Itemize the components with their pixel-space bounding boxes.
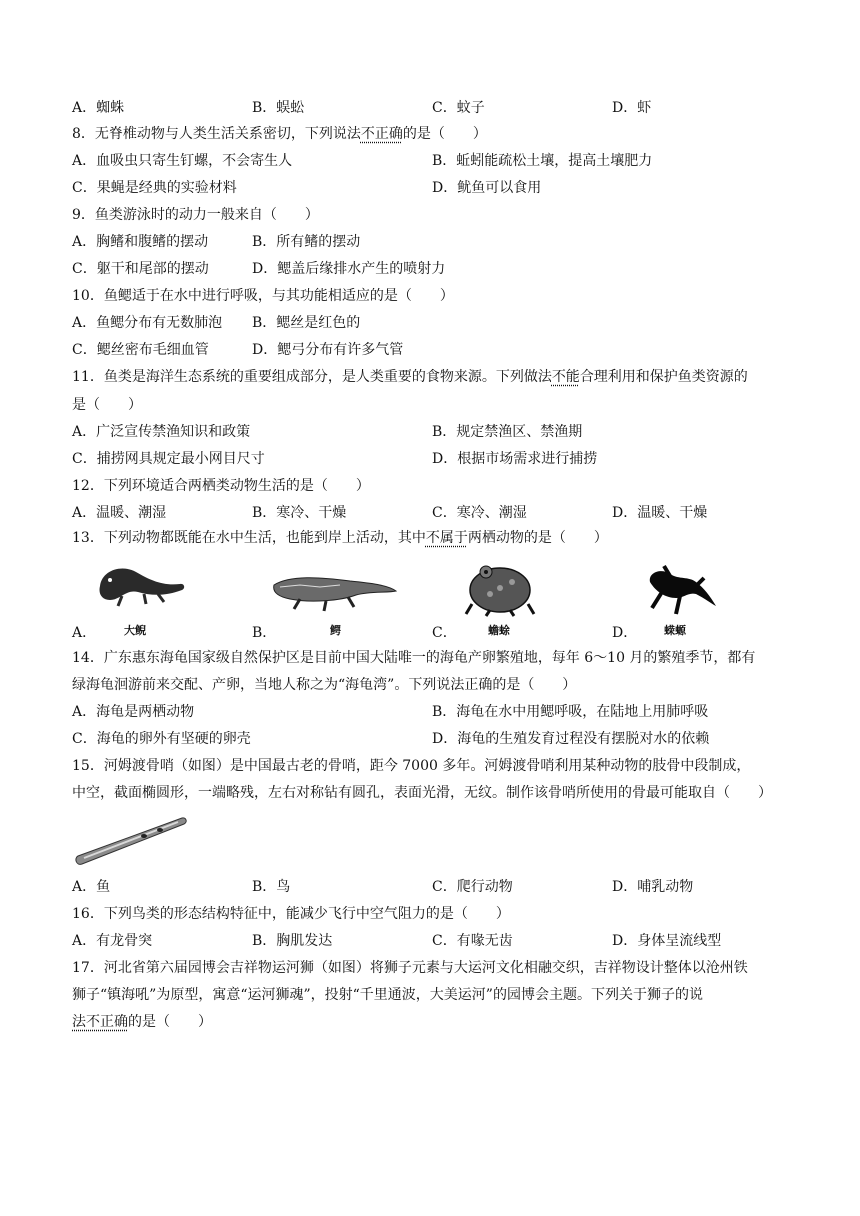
q13-option-b: B． (252, 625, 277, 641)
q16-option-a: A．有龙骨突 (72, 933, 153, 949)
q8-stem-emphasis: 不正确 (360, 126, 403, 142)
q16-option-c: C．有喙无齿 (432, 933, 513, 949)
q11-option-c: C．捕捞网具规定最小网目尺寸 (72, 451, 265, 467)
q13-option-d: D． (612, 625, 638, 641)
q14-option-c: C．海龟的卵外有坚硬的卵壳 (72, 731, 251, 747)
q12-option-c: C．寒冷、潮湿 (432, 505, 527, 521)
q17-stem-emphasis: 法不正确 (72, 1014, 128, 1030)
pic-label-giant-salamander: 大鲵 (124, 624, 146, 637)
giant-salamander-picture (92, 556, 192, 616)
q10-option-c: C．鳃丝密布毛细血管 (72, 342, 209, 358)
q17-stem-line2: 狮子“镇海吼”为原型，寓意“运河狮魂”，投射“千里通波，大美运河”的园博会主题。下列关于狮子的说 (72, 987, 703, 1003)
q11-stem-line2: 是（ ） (72, 397, 142, 413)
q17-stem-line1: 17．河北省第六届园博会吉祥物运河狮（如图）将狮子元素与大运河文化相融交织，吉祥物设计整体以沧州铁 (72, 960, 748, 976)
q11-option-d: D．根据市场需求进行捕捞 (432, 451, 598, 467)
q13-stem (72, 529, 608, 547)
q8-option-a: A．血吸虫只寄生钉螺，不会寄生人 (72, 153, 293, 169)
q8-stem-post: 的是（ ） (402, 126, 487, 142)
pic-label-crocodile: 鳄 (330, 624, 341, 637)
q8-option-b: B．蚯蚓能疏松土壤，提高土壤肥力 (432, 153, 653, 169)
q17-stem-line3 (72, 1013, 212, 1031)
q16-option-b: B．胸肌发达 (252, 933, 333, 949)
q13-stem-post: 两栖动物的是（ ） (467, 530, 608, 546)
q13-stem-pre: 13．下列动物都既能在水中生活，也能到岸上活动，其中 (72, 530, 426, 546)
q10-stem: 10．鱼鳃适于在水中进行呼吸，与其功能相适应的是（ ） (72, 288, 454, 304)
q16-stem: 16．下列鸟类的形态结构特征中，能减少飞行中空气阻力的是（ ） (72, 906, 510, 922)
q13-option-c: C． (432, 625, 457, 641)
q15-stem-line2: 中空，截面椭圆形，一端略残，左右对称钻有圆孔，表面光滑，无纹。制作该骨哨所使用的骨最可能取自（ ） (72, 785, 772, 801)
q7-option-d: D．虾 (612, 100, 652, 116)
q8-option-c: C．果蝇是经典的实验材料 (72, 180, 237, 196)
q7-option-a: A．蜘蛛 (72, 100, 125, 116)
q17-stem-post: 的是（ ） (128, 1014, 212, 1030)
pic-label-newt: 蝾螈 (664, 624, 686, 637)
q12-stem: 12．下列环境适合两栖类动物生活的是（ ） (72, 478, 370, 494)
q11-stem-post: 合理利用和保护鱼类资源的 (579, 369, 748, 385)
q10-option-b: B．鳃丝是红色的 (252, 315, 361, 331)
crocodile-picture (270, 565, 400, 615)
q15-stem-line1: 15．河姆渡骨哨（如图）是中国最古老的骨哨，距今 7000 多年。河姆渡骨哨利用某种动物的肢骨中段制成， (72, 758, 751, 774)
q14-option-d: D．海龟的生殖发育过程没有摆脱对水的依赖 (432, 731, 710, 747)
q12-option-b: B．寒冷、干燥 (252, 505, 347, 521)
q14-stem-line1: 14．广东惠东海龟国家级自然保护区是目前中国大陆唯一的海龟产卵繁殖地，每年 6～10 月的繁殖季节，都有 (72, 650, 756, 666)
q15-option-a: A．鱼 (72, 879, 111, 895)
q14-option-a: A．海龟是两栖动物 (72, 704, 195, 720)
q9-option-a: A．胸鳍和腹鳍的摆动 (72, 234, 209, 250)
q9-option-d: D．鳃盖后缘排水产生的喷射力 (252, 261, 446, 277)
q15-option-c: C．爬行动物 (432, 879, 513, 895)
q9-option-c: C．躯干和尾部的摆动 (72, 261, 209, 277)
q7-option-b: B．蜈蚣 (252, 100, 305, 116)
q8-option-d: D．鱿鱼可以食用 (432, 180, 542, 196)
q13-stem-emphasis: 不属于 (425, 530, 468, 546)
q10-option-d: D．鳃弓分布有许多气管 (252, 342, 404, 358)
q15-option-d: D．哺乳动物 (612, 879, 694, 895)
q8-stem (72, 125, 487, 143)
q14-stem-line2: 绿海龟洄游前来交配、产卵，当地人称之为“海龟湾”。下列说法正确的是（ ） (72, 677, 577, 693)
q9-stem: 9．鱼类游泳时的动力一般来自（ ） (72, 207, 319, 223)
q12-option-a: A．温暖、潮湿 (72, 505, 167, 521)
toad-picture (460, 558, 540, 618)
q11-stem-emphasis: 不能 (551, 369, 580, 385)
q9-option-b: B．所有鳍的摆动 (252, 234, 361, 250)
q16-option-d: D．身体呈流线型 (612, 933, 722, 949)
newt-picture (640, 562, 720, 618)
q11-option-b: B．规定禁渔区、禁渔期 (432, 424, 583, 440)
q15-option-b: B．鸟 (252, 879, 291, 895)
q10-option-a: A．鱼鳃分布有无数肺泡 (72, 315, 223, 331)
q11-stem-pre: 11．鱼类是海洋生态系统的重要组成部分，是人类重要的食物来源。下列做法 (72, 369, 552, 385)
q11-option-a: A．广泛宣传禁渔知识和政策 (72, 424, 251, 440)
pic-label-toad: 蟾蜍 (488, 624, 510, 637)
bone-whistle-picture (74, 812, 190, 868)
q7-option-c: C．蚊子 (432, 100, 485, 116)
q14-option-b: B．海龟在水中用鳃呼吸，在陆地上用肺呼吸 (432, 704, 709, 720)
q12-option-d: D．温暖、干燥 (612, 505, 708, 521)
q11-stem (72, 368, 748, 386)
q13-option-a: A． (72, 625, 97, 641)
q8-stem-pre: 8．无脊椎动物与人类生活关系密切，下列说法 (72, 126, 361, 142)
